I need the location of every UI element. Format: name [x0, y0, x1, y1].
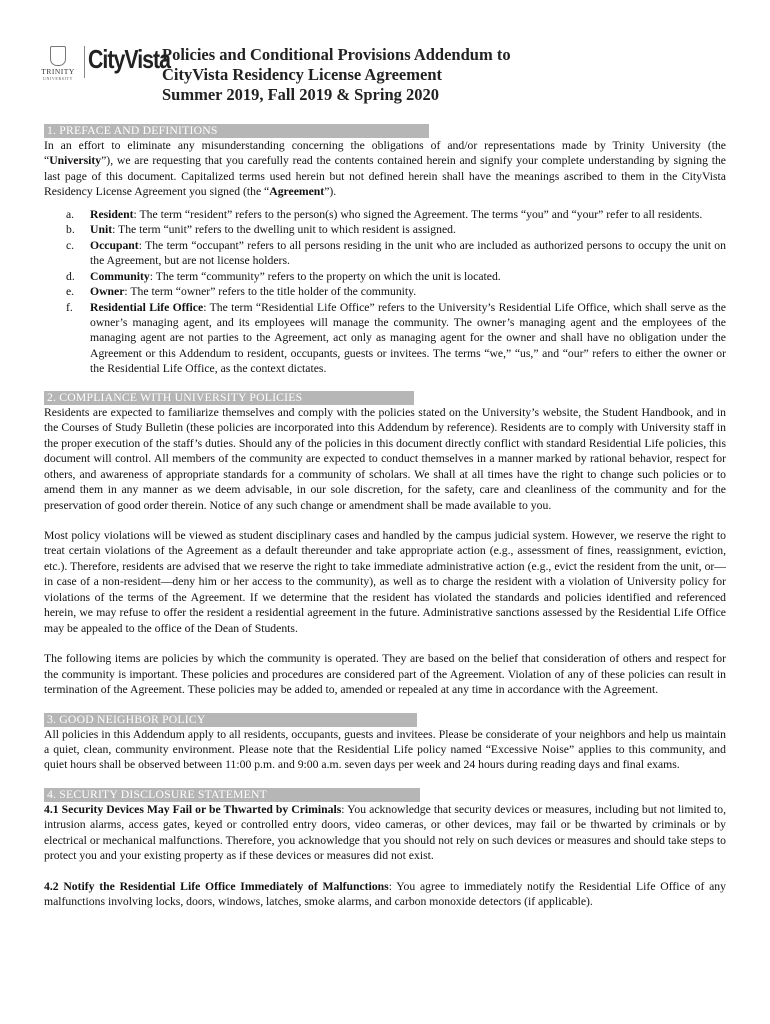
list-marker: c. [66, 238, 75, 252]
list-marker: b. [66, 223, 75, 237]
definition-term: Resident [90, 207, 134, 221]
definition-text: : The term “Residential Life Office” refers to the University’s Residential Life Office, which shall serve as the owner’s managing agent, and its employees will manage the community. The owner’s managing agent and the employees of the managing agent are not parties to the Agreement, act only as managing agent for the owner and shall have no obligation under the Agreement or this Addendum to resident, occupants, guests or invitees. The terms “we,” “us,” and “our” refers to either the owner or the Residential Life Office, as the context dictates. [90, 300, 726, 376]
definition-text: : The term “owner” refers to the title holder of the community. [124, 285, 417, 299]
trinity-logo-name: TRINITY [41, 67, 75, 76]
section-2-paragraph-2: Most policy violations will be viewed as student disciplinary cases and handled by the campus judicial system. However, we reserve the right to treat certain violations of the Agreement as a default thereunder and take appropriate action (e.g., assessment of fines, reassignment, eviction, etc.). Therefore, residents are advised that we reserve the right to take immediate administrative action (e.g., evict the resident from the unit, or—in case of a non-resident—deny him or her access to the community), as well as to charge the resident with a violation of University policy for violations of the terms of the Agreement. If we determine that the resident has violated the standards and policies identified and referenced herein, we may refuse to offer the resident a residential agreement in the future. Administrative sanctions assessed by the Residential Life Office may be appealed to the office of the Dean of Students. [44, 528, 726, 635]
list-item [44, 222, 726, 237]
intro-text-1: In an effort to eliminate any misunderstanding concerning the obligations of and/or representations made by Trinity University (the “ [44, 139, 726, 168]
trinity-university-logo [36, 46, 80, 81]
document-header [36, 44, 736, 114]
title-line-2: CityVista Residency License Agreement [162, 65, 442, 84]
section-2-paragraph-1: Residents are expected to familiarize themselves and comply with the policies stated on the University’s website, the Student Handbook, and in the Courses of Study Bulletin (these policies are incorporated into this Addendum by reference). Residents are to comply with University staff in the proper execution of the staff’s duties. Should any of the policies in this document directly conflict with standard Residential Life policies, this document will control. All members of the community are expected to conduct themselves in a manner marked by rational behavior, respect for others, and awareness of appropriate standards for a community of scholars. We shall at all times have the right to change such policies or to amend them in any manner as we deem advisable, in our sole discretion, for the safety, care and cleanliness of the community and for the preservation of good order therein. Notice of any such change or amendment shall be made available to you. [44, 405, 726, 512]
definition-term: Owner [90, 285, 125, 299]
title-line-1: Policies and Conditional Provisions Addendum to [162, 45, 511, 64]
trinity-crest-icon [50, 46, 66, 66]
section-4-1 [44, 802, 726, 864]
document-title [162, 45, 511, 105]
intro-term-agreement: Agreement [269, 185, 325, 199]
definition-text: : The term “occupant” refers to all persons residing in the unit who are included as authorized persons to occupy the unit on the Agreement, but are not license holders. [90, 238, 726, 268]
list-marker: e. [66, 285, 75, 299]
section-1-intro [44, 138, 726, 200]
definition-text: : The term “resident” refers to the person(s) who signed the Agreement. The terms “you” and “your” refer to all residents. [133, 207, 703, 221]
intro-term-university: University [49, 154, 102, 168]
list-marker: f. [66, 300, 73, 314]
list-item [44, 269, 726, 284]
definition-term: Residential Life Office [90, 300, 204, 314]
section-4-heading: 4. SECURITY DISCLOSURE STATEMENT [44, 788, 420, 802]
section-4-2 [44, 879, 726, 910]
section-3-heading: 3. GOOD NEIGHBOR POLICY [44, 713, 417, 727]
document-body [44, 124, 726, 910]
section-4-2-title: 4.2 Notify the Residential Life Office Immediately of Malfunctions [44, 879, 389, 893]
list-item [44, 284, 726, 299]
list-marker: a. [66, 207, 75, 221]
definition-term: Occupant [90, 238, 139, 252]
section-1-heading: 1. PREFACE AND DEFINITIONS [44, 124, 429, 138]
logo-divider [84, 46, 85, 78]
definition-term: Community [90, 269, 150, 283]
definition-term: Unit [90, 223, 113, 237]
list-item [44, 300, 726, 377]
section-3-paragraph: All policies in this Addendum apply to all residents, occupants, guests and invitees. Please be considerate of your neighbors and help us maintain a quiet, clean, community environment. Please note that the Residential Life policy named “Excessive Noise” applies to this community, and quiet hours shall be observed between 11:00 p.m. and 9:00 a.m. seven days per week and 24 hours during reading days and final exams. [44, 727, 726, 772]
list-marker: d. [66, 269, 75, 283]
definition-text: : The term “community” refers to the property on which the unit is located. [149, 269, 501, 283]
definition-text: : The term “unit” refers to the dwelling unit to which resident is assigned. [112, 223, 456, 237]
intro-text-2: ”), we are requesting that you carefully read the contents contained herein and signify your complete understanding by signing the last page of this document. Capitalized terms used herein but not defined herein shall have the meanings ascribed to them in the CityVista Residency License Agreement you signed (the “ [44, 154, 726, 199]
cityvista-logo: CityVista [88, 44, 170, 74]
trinity-logo-sub: UNIVERSITY [43, 76, 73, 81]
definitions-list [44, 207, 726, 377]
section-2-heading: 2. COMPLIANCE WITH UNIVERSITY POLICIES [44, 391, 414, 405]
section-4-2-text: : You agree to immediately notify the Residential Life Office of any malfunctions involving locks, doors, windows, latches, smoke alarms, and carbon monoxide detectors (if applicable). [44, 879, 726, 909]
title-line-3: Summer 2019, Fall 2019 & Spring 2020 [162, 85, 439, 104]
section-4-1-title: 4.1 Security Devices May Fail or be Thwarted by Criminals [44, 802, 342, 816]
section-4-1-text: : You acknowledge that security devices or measures, including but not limited to, intrusion alarms, access gates, keyed or controlled entry doors, video cameras, or other devices, may fail or be thwarted by criminals or by electrical or mechanical malfunctions. Therefore, you acknowledge that you should not rely on such devices or measures and should take steps to protect you and your existing property as if these devices or measures did not exist. [44, 802, 726, 863]
list-item [44, 238, 726, 269]
list-item [44, 207, 726, 222]
section-2-paragraph-3: The following items are policies by which the community is operated. They are based on the belief that consideration of others and respect for the community is important. These policies and procedures are considered part of the Agreement. Violation of any of these policies can result in termination of the Agreement. These policies may be added to, amended or repealed at any time in accordance with the Agreement. [44, 652, 726, 697]
intro-text-3: ”). [324, 185, 337, 199]
